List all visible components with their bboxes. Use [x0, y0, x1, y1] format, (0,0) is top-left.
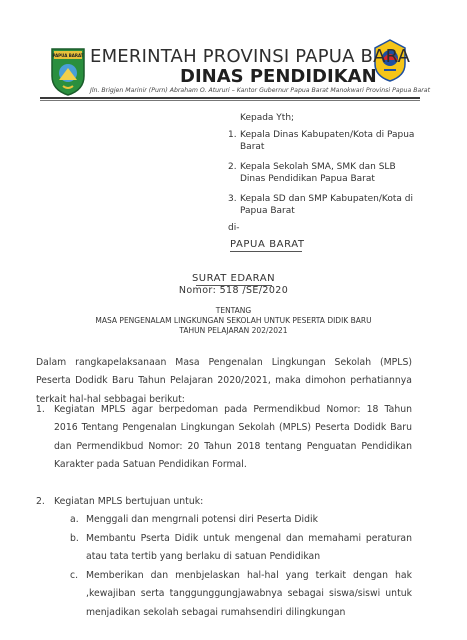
subpoint-text: Menggali dan mengrnali potensi diri Peserta Didik: [86, 514, 318, 525]
subpoint-letter: a.: [70, 514, 79, 525]
department-title: DINAS PENDIDIKAN: [180, 66, 377, 87]
recipient-location: PAPUA BARAT: [230, 239, 305, 250]
letter-subject-line2: TAHUN PELAJARAN 202/2021: [179, 326, 288, 335]
government-title: EMERINTAH PROVINSI PAPUA BARA: [90, 46, 411, 67]
recipient-di: di-: [228, 223, 240, 233]
recipient-number: 2.: [228, 162, 237, 172]
svg-text:PAPUA BARAT: PAPUA BARAT: [52, 53, 84, 58]
office-address: Jln. Brigjen Marinir (Purn) Abraham O. Atururi – Kantor Gubernur Papua Barat Manokwari Provinsi Papua Barat: [90, 87, 431, 94]
letter-tentang: TENTANG: [215, 306, 252, 315]
recipient-salutation: Kepada Yth;: [240, 113, 295, 123]
location-underline: [230, 251, 302, 252]
letter-subject-line1: MASA PENGENALAM LINGKUNGAN SEKOLAH UNTUK PESERTA DIDIK BARU: [95, 316, 372, 325]
header-divider-thin: [40, 100, 420, 101]
recipient-number: 3.: [228, 194, 237, 204]
subpoint-letter: c.: [70, 570, 79, 581]
point-number: 1.: [36, 404, 45, 415]
letter-number: Nomor: 518 /SE/2020: [178, 285, 289, 296]
subpoint-letter: b.: [70, 533, 79, 544]
letter-title: SURAT EDARAN: [191, 273, 276, 284]
subpoint-text: Memberikan dan menbjelaskan hal-hal yang terkait dengan hak ,kewajiban serta tanggunggungjawabnya sebagai siswa/siswi untuk menjadikan sekolah sebagai rumahsendiri dilingkungan: [86, 570, 412, 618]
point-text: Kegiatan MPLS agar berpedoman pada Permendikbud Nomor: 18 Tahun 2016 Tentang Pengenalan Lingkungan Sekolah (MPLS) Peserta Dodidk Baru dan Permendikbud Nomor: 20 Tahun 2018 tentang Penguatan Pendidikan Karakter pada Satuan Pendidikan Formal.: [54, 404, 412, 471]
papua-barat-emblem-logo: [49, 46, 87, 96]
recipient-number: 1.: [228, 130, 237, 140]
recipient-text: Kepala SD dan SMP Kabupaten/Kota di Papua Barat: [240, 194, 413, 216]
header-divider-thick: [40, 97, 420, 99]
point-number: 2.: [36, 496, 45, 507]
point-text: Kegiatan MPLS bertujuan untuk:: [54, 496, 204, 507]
recipient-text: Kepala Dinas Kabupaten/Kota di Papua Barat: [240, 130, 415, 152]
subpoint-text: Membantu Pserta Didik untuk mengenal dan memahami peraturan atau tata tertib yang berlaku di satuan Pendidikan: [86, 533, 412, 563]
recipient-text: Kepala Sekolah SMA, SMK dan SLB Dinas Pendidikan Papua Barat: [240, 162, 396, 184]
intro-paragraph: Dalam rangkapelaksanaan Masa Pengenalan Lingkungan Sekolah (MPLS) Peserta Dodidk Baru Tahun Pelajaran 2020/2021, maka dimohon perhatiannya terkait hal-hal sebbagai berikut:: [36, 357, 412, 405]
